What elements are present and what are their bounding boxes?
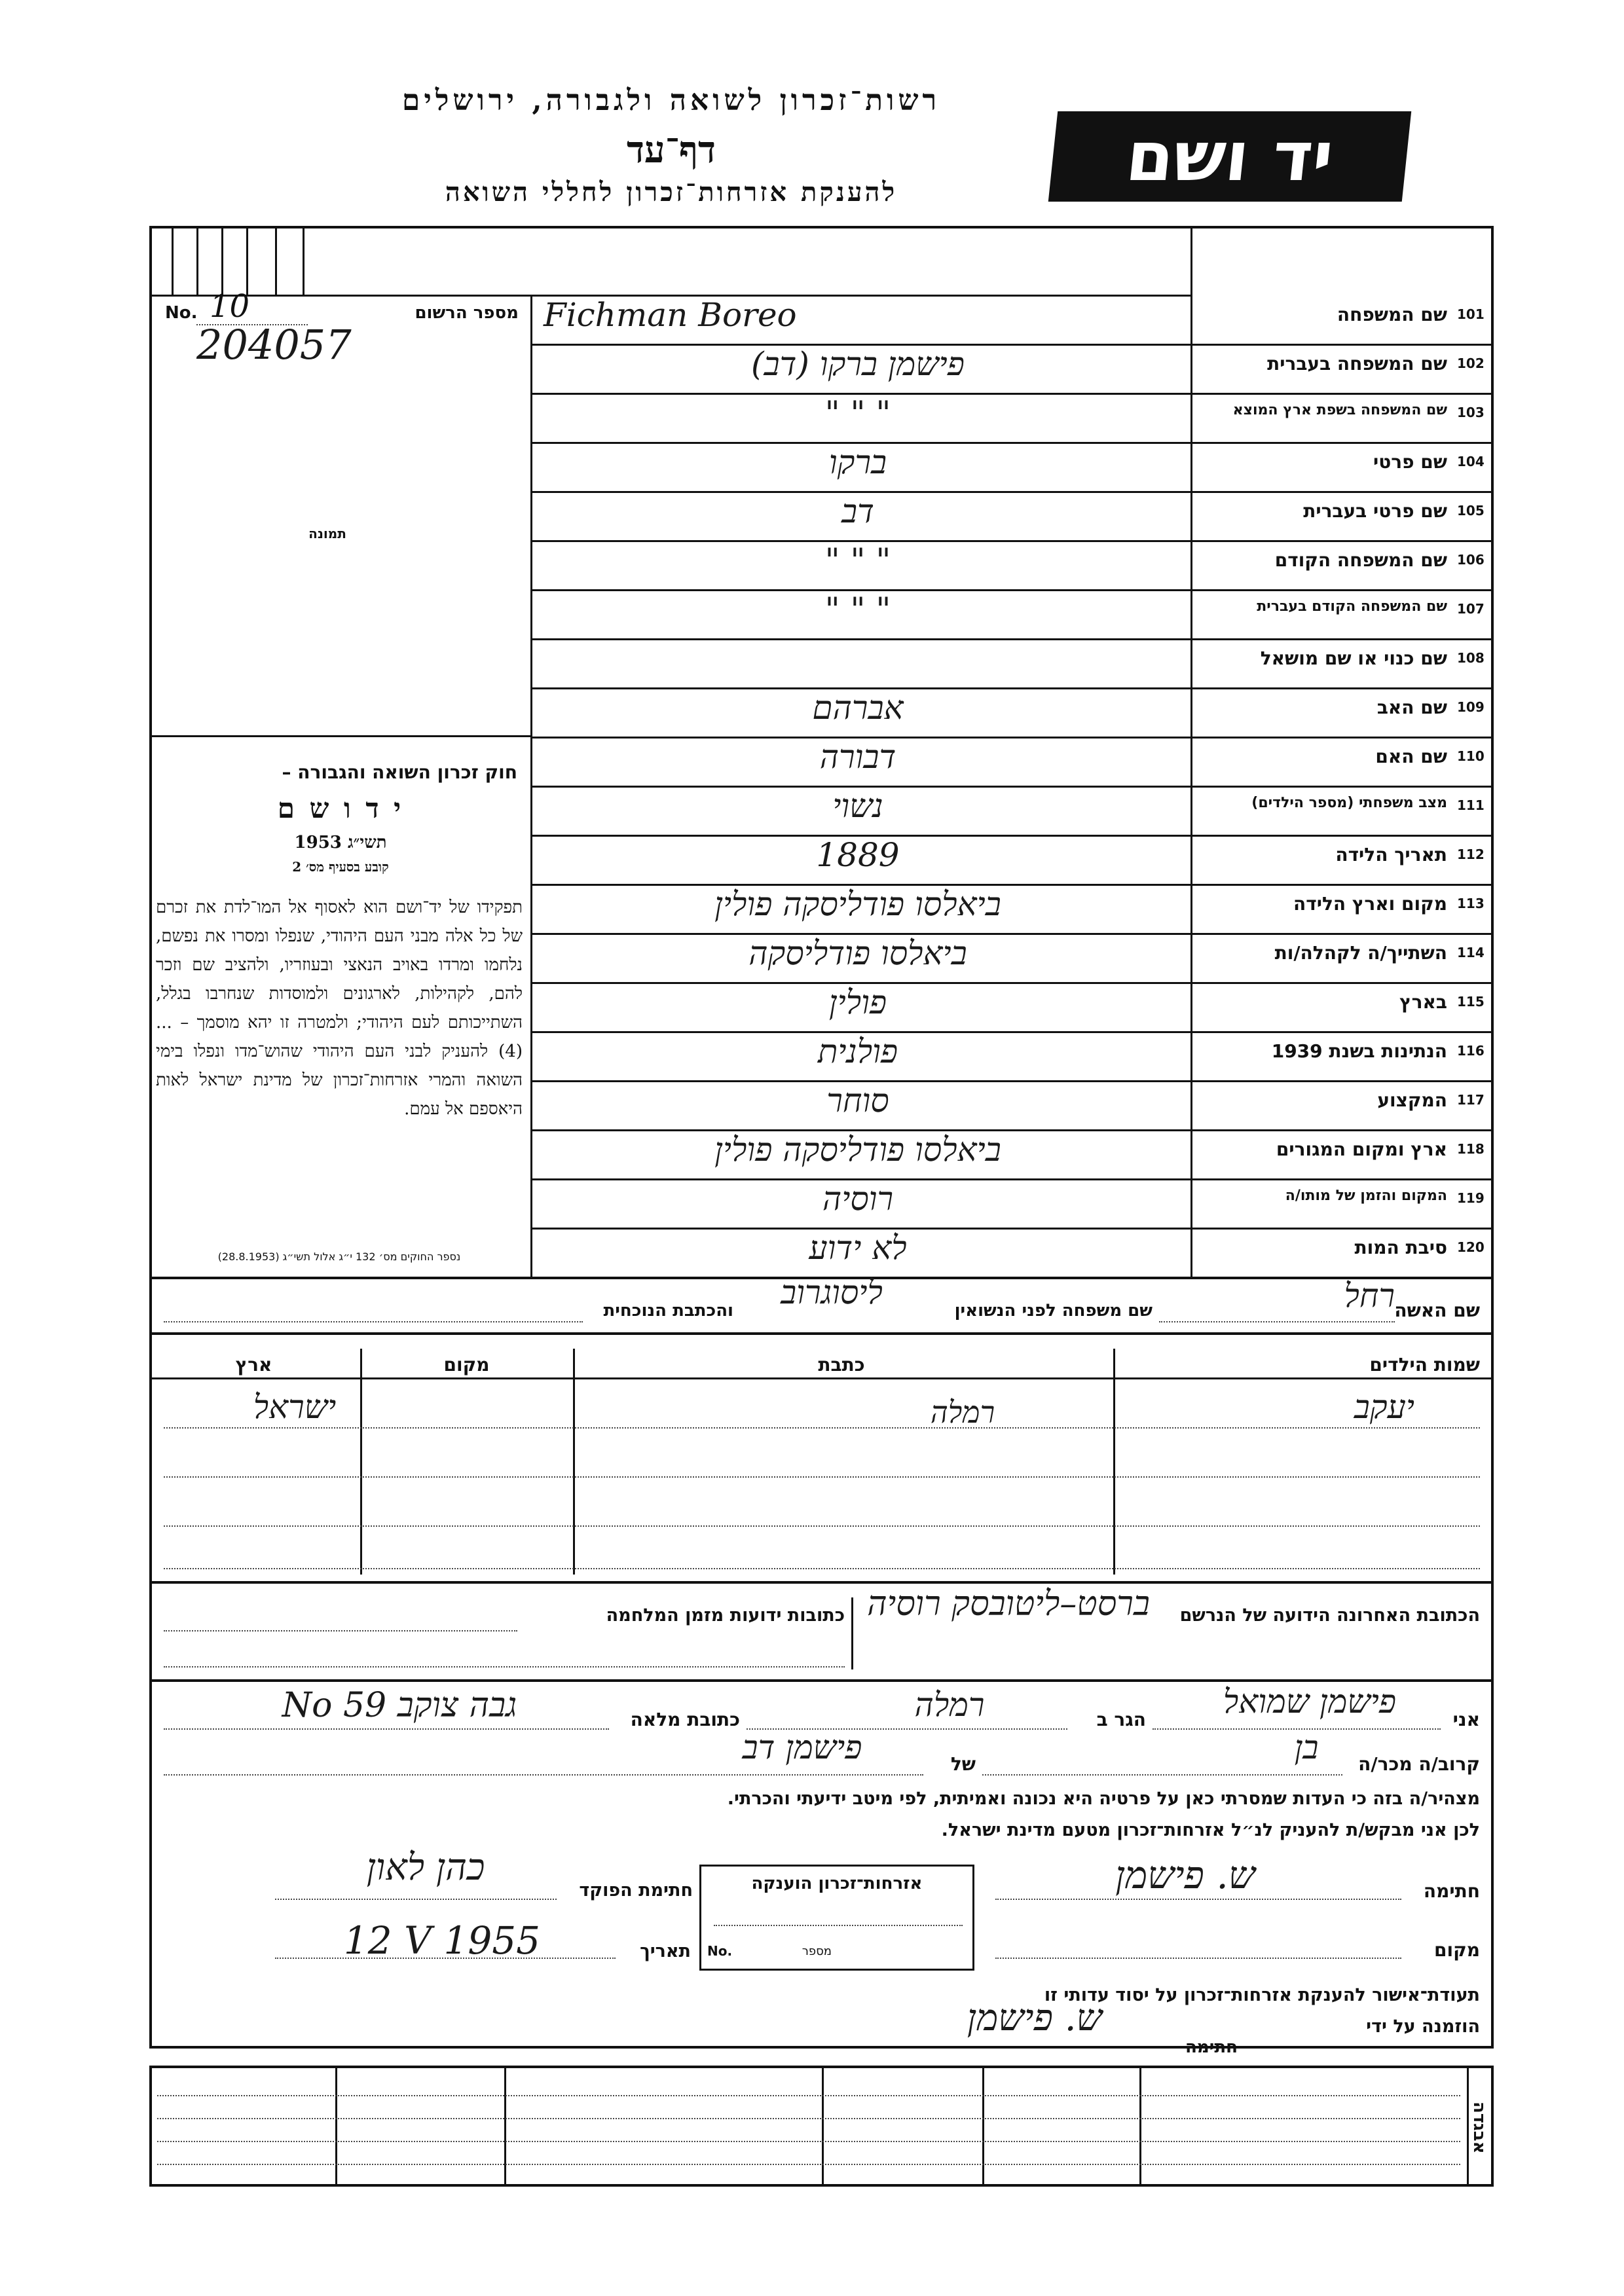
org-name: רשות־זכרון לשואה ולגבורה, ירושלים [401, 84, 941, 117]
field-109-number: 109 [1457, 699, 1485, 715]
field-116-number: 116 [1457, 1043, 1485, 1059]
declarant-relation-label: קרוב/ה מכר/ה [1358, 1753, 1480, 1775]
law-clause: קובע בסעיף מס׳ 2 [292, 859, 389, 875]
declaration-statement-1: מצהיר/ה בזה כי העדות שמסרתי כאן על פרטיה היא נכונה ואמיתית, לפי מיטב ידיעתי והכרתי. [727, 1789, 1480, 1809]
field-119-number: 119 [1457, 1190, 1485, 1206]
field-106-value: " " " [824, 541, 891, 579]
field-112-number: 112 [1457, 847, 1485, 862]
declarant-resident-label: הגר ב [1096, 1709, 1146, 1730]
strip-letters: אבגדה [1469, 2102, 1489, 2154]
field-103-value: " " " [824, 394, 891, 432]
wife-label: שם האשה [1394, 1300, 1480, 1321]
yad-vashem-logo: יד ושם [1048, 111, 1412, 202]
field-114-label: השתייך/ה לקהלה/ות [1274, 942, 1447, 964]
stamp-no: No. [707, 1943, 733, 1959]
wife-maiden-name: ליסוגרוב [781, 1273, 883, 1311]
field-111-label: מצב משפחתי (מספר הילדים) [1251, 795, 1447, 811]
date-value: 12 V 1955 [343, 1918, 541, 1963]
stamp-title: אזרחות־זכרון הוענקה [751, 1874, 923, 1893]
stamp-no-label: מספר [802, 1944, 832, 1958]
field-119-label: המקום והזמן של מותו/ה [1285, 1188, 1447, 1204]
registration-number: 204057 [196, 321, 352, 369]
law-title: חוק זכרון השואה והגבורה – [282, 761, 517, 783]
field-117-label: המקצוע [1377, 1089, 1447, 1111]
field-106-number: 106 [1457, 552, 1485, 568]
photo-divider [149, 735, 530, 737]
child-1-country: ישראל [253, 1388, 337, 1426]
declarant-of-label: של [950, 1753, 976, 1775]
field-117-number: 117 [1457, 1092, 1485, 1108]
field-102-number: 102 [1457, 355, 1485, 371]
children-header-names: שמות הילדים [1369, 1354, 1480, 1376]
child-1-address: רמלה [930, 1394, 995, 1430]
declarant-city: רמלה [914, 1686, 985, 1724]
field-115-value: פולין [828, 983, 887, 1021]
field-106-label: שם המשפחה הקודם [1274, 549, 1447, 571]
field-112-value: 1889 [816, 836, 900, 874]
field-120-label: סיבת המות [1354, 1237, 1447, 1258]
child-1-name: יעקב [1354, 1388, 1414, 1426]
field-104-number: 104 [1457, 454, 1485, 469]
field-114-value: ביאלסו פודליסקה [748, 934, 967, 972]
field-104-value: ברקו [828, 443, 887, 481]
declarant-relation: בן [1294, 1728, 1319, 1766]
field-111-number: 111 [1457, 797, 1485, 813]
field-101-label: שם המשפחה [1337, 304, 1447, 325]
field-120-number: 120 [1457, 1239, 1485, 1255]
field-116-value: פולנית [817, 1032, 898, 1070]
certificate-signature: ש. פישמן [967, 1997, 1103, 2039]
field-105-number: 105 [1457, 503, 1485, 519]
form-title: דף־עד [626, 128, 716, 172]
field-107-value: " " " [824, 591, 891, 629]
certificate-signature-label: חתימה [1185, 2037, 1238, 2057]
wife-address-label: והכתבת הנוכחית [603, 1301, 733, 1321]
registration-label: מספר הרשום [415, 303, 519, 323]
field-107-label: שם המשפחה הקודם בעברית [1257, 598, 1447, 615]
field-103-number: 103 [1457, 405, 1485, 420]
children-header-address: כתבת [818, 1354, 865, 1376]
photo-label: תמונה [308, 526, 346, 541]
field-114-number: 114 [1457, 945, 1485, 960]
field-107-separator [530, 638, 1494, 640]
field-115-label: בארץ [1399, 991, 1447, 1013]
field-110-number: 110 [1457, 748, 1485, 764]
labels-column-divider [1190, 226, 1192, 1279]
law-body: תפקידו של יד־ושם הוא לאסוף אל המו־לדת את זכרם של כל אלה מבני העם היהודי, שנפלו ומסרו את נפשם, נלחמו ומרדו באויב הנאצי ובעוזריו, ולהציב שם וזכר להם, לקהילות, לארגונים ולמוסדות שנחרבו בגלל, השתייכותם לעם היהודי; ולמטרה זו יהא מוסמך – ... (4) להעניק לבני העם היהודי שהוש־מדו ונפלו בימי השואה והמרי אזרחות־זכרון של מדינת ישראל לאות היאספם אל עמם. [156, 898, 523, 1119]
form-subtitle: להענקת אזרחות־זכרון לחללי השואה [445, 177, 898, 208]
field-120-value: לא ידוע [809, 1229, 907, 1267]
children-header-country: ארץ [235, 1354, 272, 1376]
declarant-i-label: אני [1452, 1709, 1480, 1730]
last-address-value: ברסט–ליטובסק רוסיה [867, 1584, 1150, 1624]
field-118-value: ביאלסו פודליסקה פולין [714, 1131, 1001, 1169]
wife-name: רחל [1344, 1277, 1395, 1315]
field-118-number: 118 [1457, 1141, 1485, 1157]
field-116-label: הנתינות בשנת 1939 [1271, 1040, 1447, 1062]
field-110-value: דבורה [819, 738, 896, 776]
declarant-name: פישמן שמואל [1223, 1683, 1397, 1721]
officer-signature-label: חתימת הפוקד [579, 1880, 693, 1901]
declarant-address: גבה צוקב No 59 [282, 1686, 517, 1725]
field-111-value: נשוי [832, 787, 883, 825]
certificate-line-2: הוזמנה על ידי [1366, 2016, 1480, 2037]
law-name: י ד ו ש ם [277, 792, 404, 824]
field-105-value: דב [841, 492, 874, 530]
children-header-place: מקום [443, 1354, 490, 1376]
place-label: מקום [1434, 1939, 1480, 1961]
field-105-label: שם פרטי בעברית [1303, 500, 1447, 522]
field-113-value: ביאלסו פודליסקה פולין [714, 885, 1001, 923]
field-102-value: פישמן ברקו (דב) [750, 345, 965, 383]
field-108-label: שם כנוי או שם מושאל [1260, 647, 1447, 669]
registration-suffix: 10 [210, 288, 250, 325]
field-104-label: שם פרטי [1373, 451, 1447, 473]
date-label: תאריך [640, 1941, 691, 1961]
field-108-number: 108 [1457, 650, 1485, 666]
field-119-value: רוסיה [822, 1180, 894, 1218]
field-101-value: Fichman Boreo [544, 296, 797, 334]
law-year: תשי״ג 1953 [294, 833, 387, 852]
field-118-label: ארץ ומקום המגורים [1276, 1139, 1447, 1160]
field-113-label: מקום וארץ הלידה [1293, 893, 1447, 915]
last-address-label: הכתובת האחרונה הידועה של הנרשם [1179, 1605, 1480, 1626]
certificate-line-1: תעודת־אישור להענקת אזרחות־זכרון על יסוד עדותי זו [1044, 1985, 1480, 2005]
field-109-value: אברהם [812, 689, 904, 727]
field-113-number: 113 [1457, 896, 1485, 911]
field-109-label: שם האב [1376, 697, 1447, 718]
law-footnote: נספר החוקים מס׳ 132 י״ג אלול תשי״ג (28.8.1953) [217, 1250, 461, 1263]
declarant-signature-label: חתימה [1423, 1880, 1480, 1902]
field-112-label: תאריך הלידה [1335, 844, 1447, 866]
field-103-label: שם המשפחה בשפת ארץ המוצא [1232, 402, 1447, 418]
field-107-number: 107 [1457, 601, 1485, 617]
declarant-signature: ש. פישמן [1115, 1853, 1255, 1897]
registration-no-prefix: No. [165, 303, 198, 323]
war-address-label: כתובות ידועות מזמן המלחמה [606, 1605, 845, 1626]
field-117-value: סוחר [826, 1082, 889, 1120]
field-102-label: שם המשפחה בעברית [1267, 353, 1447, 374]
field-115-number: 115 [1457, 994, 1485, 1010]
field-110-label: שם האם [1375, 746, 1447, 767]
officer-signature: כהן לאון [366, 1846, 485, 1889]
field-101-number: 101 [1457, 306, 1485, 322]
wife-maiden-label: שם משפחה לפני הנשואין [954, 1301, 1153, 1321]
declarant-of-name: פישמן דב [742, 1728, 862, 1766]
declarant-full-address-label: כתובת מלאה [630, 1709, 740, 1730]
declaration-statement-2: לכן אני מבקש/ת להעניק לנ״ל אזרחות־זכרון מטעם מדינת ישראל. [941, 1820, 1480, 1840]
